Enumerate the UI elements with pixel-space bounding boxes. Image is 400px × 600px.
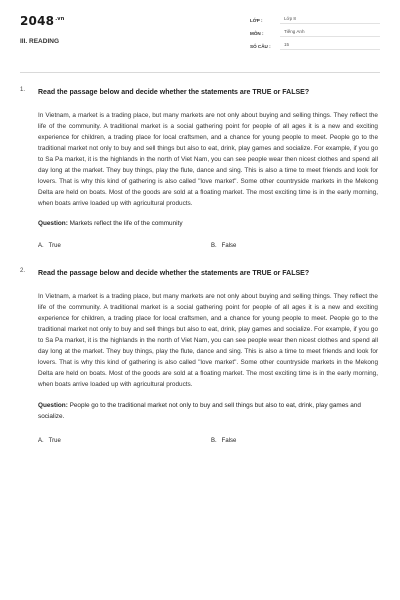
question-statement	[38, 218, 378, 229]
option-false[interactable]	[211, 241, 236, 251]
logo-text: 2048	[20, 14, 55, 28]
question-statement	[38, 400, 378, 422]
option-text: False	[221, 243, 237, 249]
meta-row-subject	[250, 27, 380, 39]
option-true[interactable]	[38, 436, 211, 446]
question-number: 1.	[20, 87, 26, 93]
option-false[interactable]	[211, 436, 236, 446]
question-prompt: Read the passage below and decide whether the statements are TRUE or FALSE?	[38, 89, 310, 96]
option-letter: B.	[211, 243, 217, 249]
question-prompt: Read the passage below and decide whether the statements are TRUE or FALSE?	[38, 270, 310, 277]
meta-value: Lớp 8	[280, 16, 380, 24]
reading-passage: In Vietnam, a market is a trading place, but many markets are not only about buying and selling things. They reflect the life of the community. A traditional market is a social gathering point for people of all ages it is a new and exciting experience for children, a trading place for local craftsmen, and a chance for young people to meet. People go to the traditional market not only to buy and sell things but also to eat, drink, play games and socialize. For example, if you go to Sa Pa market, it is the highlands in the north of Viet Nam, you can see people wear then nicest clothes and spend all day long at the market. They buy things, play the flute, dance and sing. This is also a time to meet friends and look for lovers. That is why this kind of gathering is also called "love market". Some other countryside markets in the Mekong Delta are held on boats. Most of the goods are sold at a floating market. The most exciting time is in the early morning, when boats arrive loaded up with agricultural products.	[38, 112, 378, 207]
answer-options	[38, 436, 378, 446]
meta-info	[250, 14, 380, 53]
option-letter: B.	[211, 438, 217, 444]
option-true[interactable]	[38, 241, 211, 251]
page-header	[0, 0, 400, 64]
section-title: III. READING	[20, 38, 60, 45]
option-text: True	[48, 243, 61, 249]
meta-row-class	[250, 14, 380, 26]
option-letter: A.	[38, 438, 44, 444]
question-label: Question:	[38, 220, 68, 227]
meta-value: 15	[280, 42, 380, 50]
meta-value: Tiếng Anh	[280, 29, 380, 37]
option-text: False	[221, 438, 237, 444]
option-letter: A.	[38, 243, 44, 249]
meta-label: SỐ CÂU :	[250, 43, 271, 49]
question-text: Markets reflect the life of the community	[69, 220, 183, 227]
question-text: People go to the traditional market not only to buy and sell things but also to eat, drink, play games and socialize.	[38, 402, 361, 420]
question-item	[0, 86, 400, 251]
question-number: 2.	[20, 268, 26, 274]
meta-row-count	[250, 40, 380, 52]
question-item	[0, 267, 400, 446]
header-divider	[20, 72, 380, 73]
meta-label: LỚP :	[250, 17, 263, 23]
logo-suffix: .vn	[55, 16, 65, 22]
answer-options	[38, 241, 378, 251]
question-label: Question:	[38, 402, 68, 409]
meta-label: MÔN :	[250, 30, 264, 36]
reading-passage: In Vietnam, a market is a trading place, but many markets are not only about buying and selling things. They reflect the life of the community. A traditional market is a social gathering point for people of all ages it is a new and exciting experience for children, a trading place for local craftsmen, and a chance for young people to meet. People go to the traditional market not only to buy and sell things but also to eat, drink, play games and socialize. For example, if you go to Sa Pa market, it is the highlands in the north of Viet Nam, you can see people wear then nicest clothes and spend all day long at the market. They buy things, play the flute, dance and sing. This is also a time to meet friends and look for lovers. That is why this kind of gathering is also called "love market". Some other countryside markets in the Mekong Delta are held on boats. Most of the goods are sold at a floating market. The most exciting time is in the early morning, when boats arrive loaded up with agricultural products.	[38, 293, 378, 388]
option-text: True	[48, 438, 61, 444]
